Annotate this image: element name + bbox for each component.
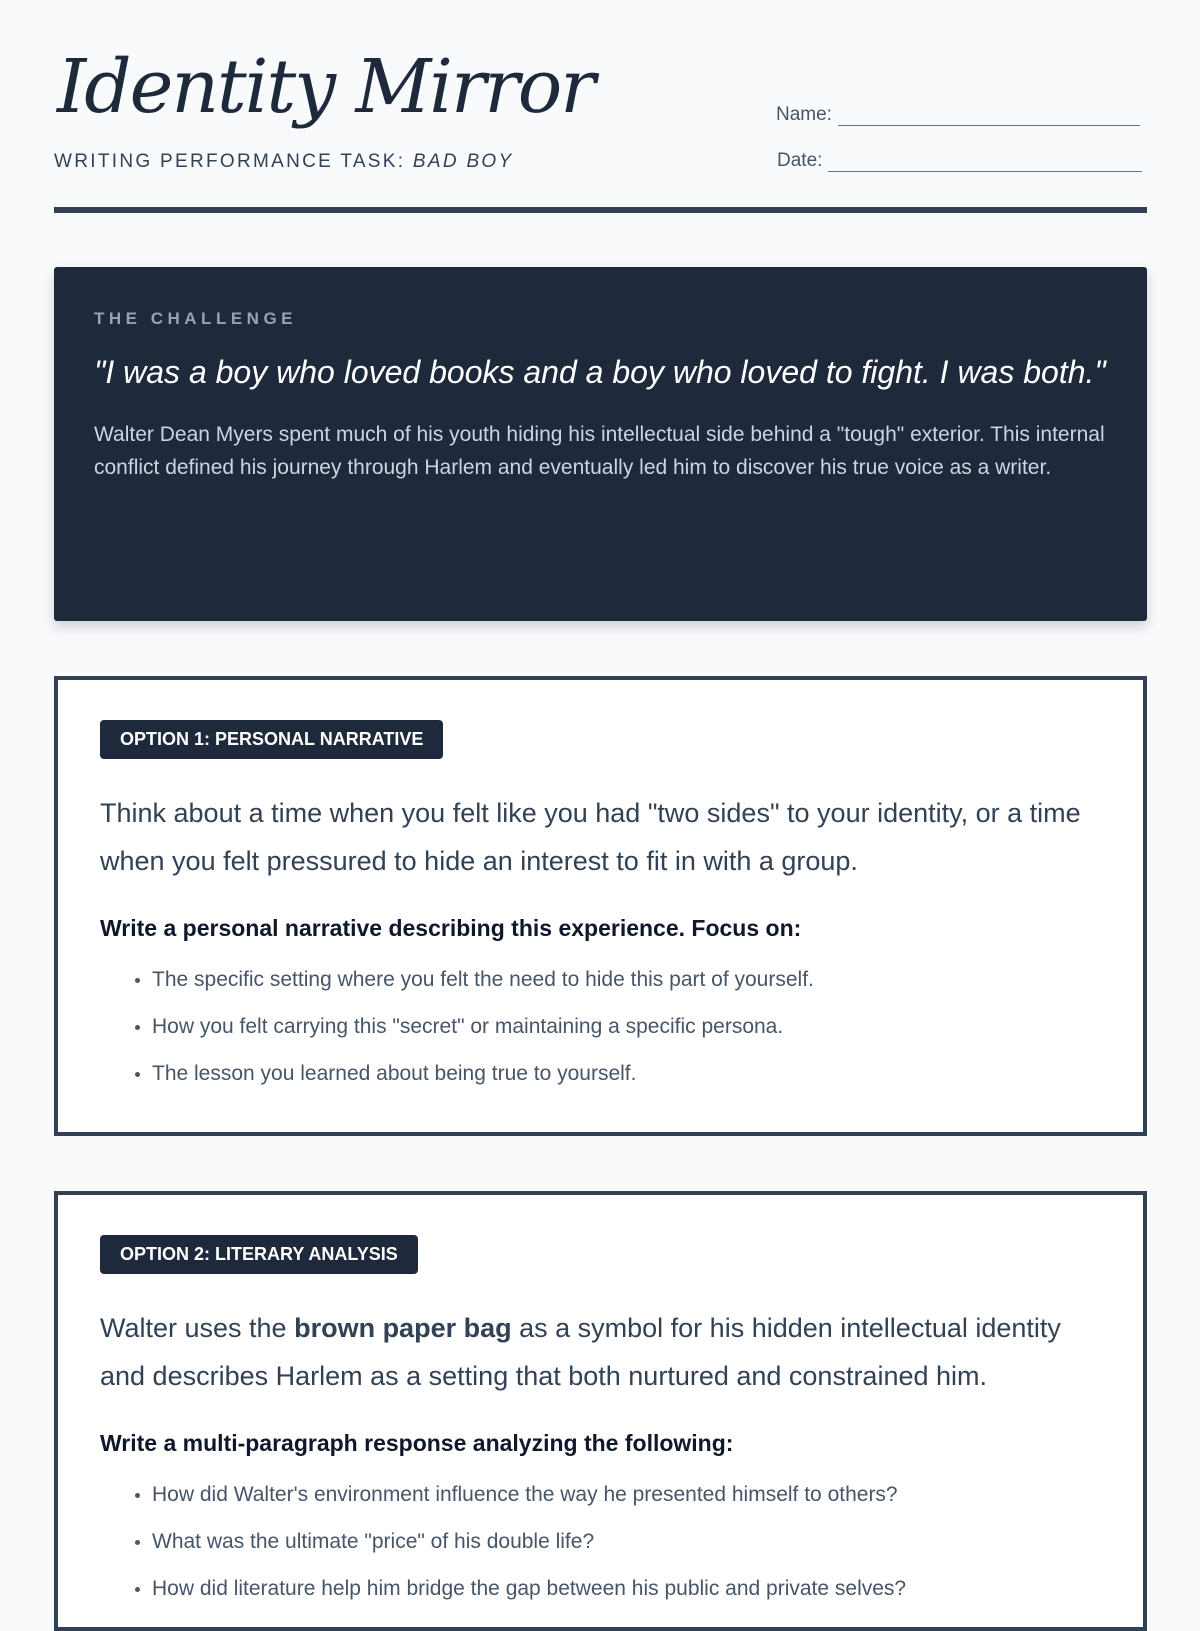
page-title: Identity Mirror — [57, 44, 594, 130]
option-1-prompt: Think about a time when you felt like you had "two sides" to your identity, or a time when you felt pressured to hide an interest to fit in with a group. — [100, 798, 1081, 876]
date-field — [777, 150, 1142, 172]
list-item: • The lesson you learned about being true to yourself. — [152, 1050, 1099, 1097]
option-2-prompt-start: Walter uses the — [100, 1313, 295, 1343]
list-item: • How you felt carrying this "secret" or maintaining a specific persona. — [152, 1003, 1099, 1050]
worksheet — [54, 0, 1147, 1600]
option-1-instruction: Write a personal narrative describing this experience. Focus on: — [100, 915, 802, 941]
option-2-question-list — [100, 1471, 1099, 1612]
option-2-badge: OPTION 2: LITERARY ANALYSIS — [100, 1235, 418, 1274]
name-field — [776, 104, 1140, 126]
challenge-label: THE CHALLENGE — [94, 309, 297, 328]
challenge-quote: "I was a boy who loved books and a boy who loved to fight. I was both." — [94, 354, 1106, 390]
worksheet-header — [54, 0, 1147, 215]
name-blank-line[interactable] — [838, 107, 1140, 126]
option-1-badge: OPTION 1: PERSONAL NARRATIVE — [100, 720, 443, 759]
subtitle-book-title: BAD BOY — [412, 151, 514, 172]
challenge-description: Walter Dean Myers spent much of his youth hiding his intellectual side behind a "tough" exterior. This internal conflict defined his journey through Harlem and eventually led him to discover his true voice as a writer. — [94, 423, 1105, 479]
option-2-prompt-end: as a symbol for his hidden intellectual identity and describes Harlem as a setting that both nurtured and constrained him. — [100, 1313, 1061, 1391]
option-2-instruction: Write a multi-paragraph response analyzing the following: — [100, 1430, 734, 1456]
option-1-focus-list — [100, 956, 1099, 1097]
list-item: • How did Walter's environment influence the way he presented himself to others? — [152, 1471, 1099, 1518]
subtitle-prefix: WRITING PERFORMANCE TASK: — [54, 151, 413, 172]
list-item: • How did literature help him bridge the gap between his public and private selves? — [152, 1565, 1099, 1612]
option-2-prompt-symbol: brown paper bag — [294, 1313, 512, 1343]
list-item: • The specific setting where you felt the need to hide this part of yourself. — [152, 956, 1099, 1003]
option-2-card — [54, 1191, 1147, 1631]
name-label: Name: — [776, 104, 832, 125]
page-subtitle — [54, 151, 513, 173]
challenge-panel — [54, 267, 1147, 621]
date-label: Date: — [777, 150, 823, 171]
header-divider — [54, 207, 1147, 213]
list-item: • What was the ultimate "price" of his double life? — [152, 1518, 1099, 1565]
date-blank-line[interactable] — [828, 153, 1142, 172]
option-2-prompt — [100, 1304, 1099, 1400]
option-1-card — [54, 676, 1147, 1136]
